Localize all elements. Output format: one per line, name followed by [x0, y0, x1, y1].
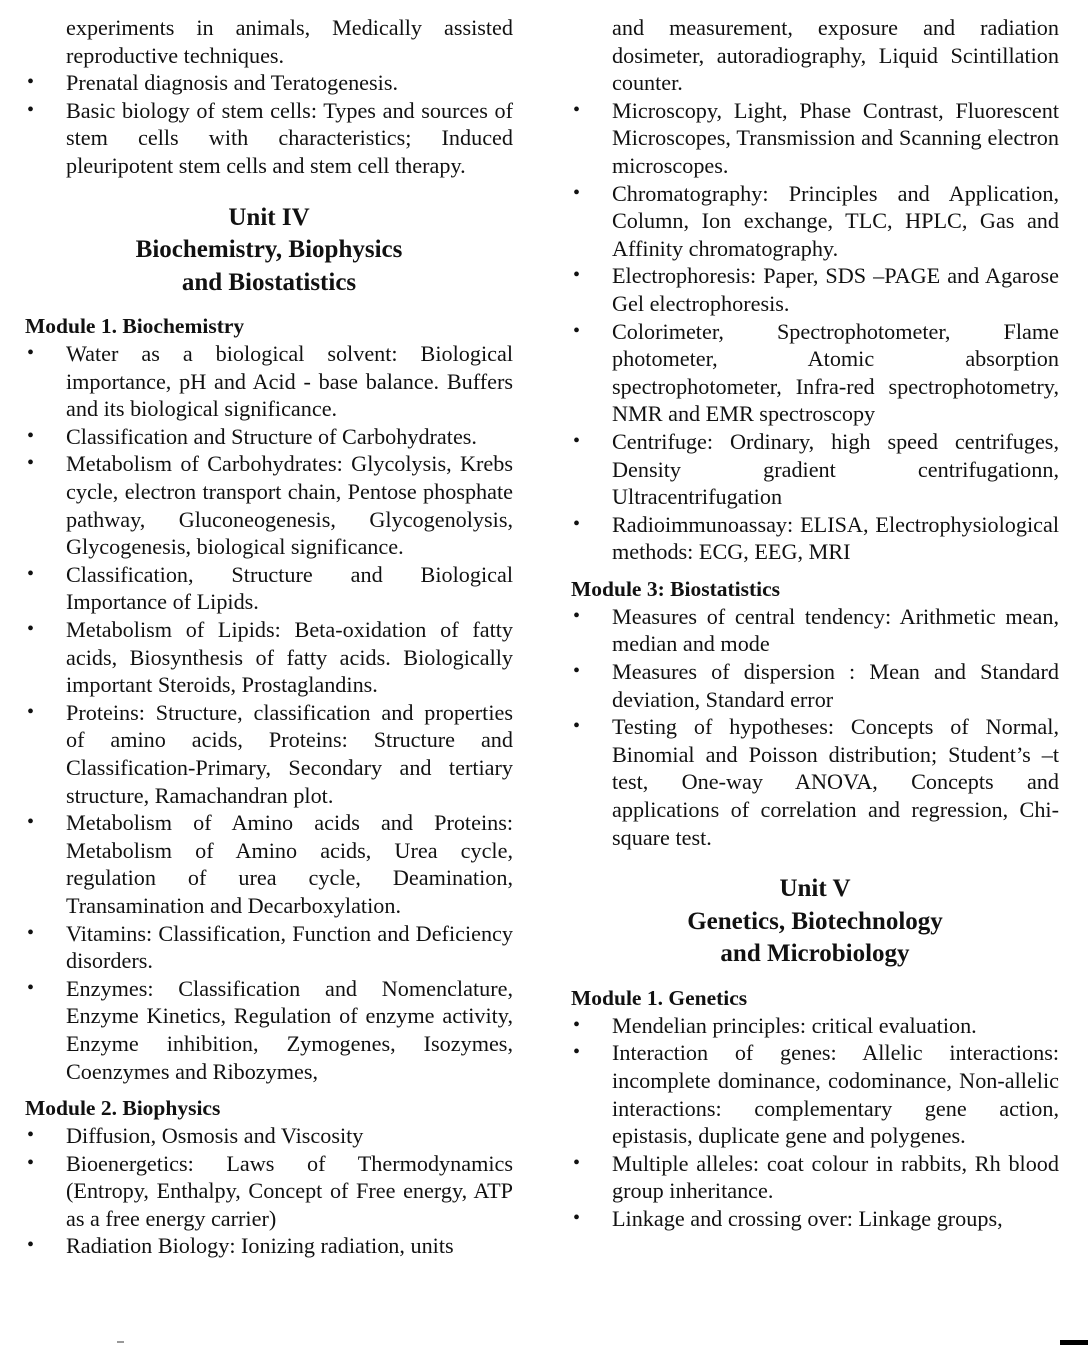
list-item: • Interaction of genes: Allelic interactions: incomplete dominance, codominance, Non-allelic interactions: complementary gene action, epistasis, duplicate gene and polygenes. [573, 1040, 1059, 1149]
list-item: • Basic biology of stem cells: Types and sources of stem cells with characteristics; Induced pleuripotent stem cells and stem cell therapy. [27, 97, 513, 178]
module-list [571, 14, 1059, 566]
module-heading: Module 1. Genetics [571, 985, 748, 1010]
unit-subtitle-line2: and Microbiology [720, 940, 910, 968]
list-item: • Mendelian principles: critical evaluation. [573, 1012, 977, 1038]
list-item: • Electrophoresis: Paper, SDS –PAGE and Agarose Gel electrophoresis. [573, 263, 1059, 316]
bullet-icon: • [573, 660, 581, 683]
module-biophysics-continued [571, 14, 1059, 566]
bullet-icon: • [27, 1124, 35, 1147]
list-item: • Colorimeter, Spectrophotometer, Flame photometer, Atomic absorption spectrophotometer, Infra-red spectrophotometry, NMR and EMR spectroscopy [573, 318, 1059, 427]
bullet-icon: • [27, 424, 35, 447]
list-item: • Bioenergetics: Laws of Thermodynamics (Entropy, Enthalpy, Concept of Free energy, ATP as a free energy carrier) [27, 1150, 513, 1231]
bullet-icon: • [27, 452, 35, 475]
list-item: • Enzymes: Classification and Nomenclature, Enzyme Kinetics, Regulation of enzyme activity, Enzyme inhibition, Zymogenes, Isozymes, Coenzymes and Ribozymes, [27, 975, 513, 1084]
bullet-icon: • [573, 181, 581, 204]
bullet-icon: • [27, 618, 35, 640]
module-genetics [571, 985, 1059, 1233]
unit-subtitle-line1: Biochemistry, Biophysics [135, 236, 403, 264]
bullet-icon: • [573, 604, 581, 627]
list-item: • Diffusion, Osmosis and Viscosity [27, 1123, 364, 1149]
list-item: • Measures of central tendency: Arithmetic mean, median and mode [573, 603, 1059, 657]
bullet-icon: • [27, 921, 35, 944]
bullet-icon: • [573, 1041, 581, 1064]
list-item: experiments in animals, Medically assisted reproductive techniques. [66, 15, 513, 68]
list-item: • Radiation Biology: Ionizing radiation, units [27, 1233, 454, 1259]
unit-v-heading [571, 873, 1059, 971]
list-item: • Water as a biological solvent: Biological importance, pH and Acid - base balance. Buffers and its biological significance. [27, 341, 513, 422]
bullet-icon: • [27, 976, 35, 999]
list-item: • Testing of hypotheses: Concepts of Normal, Binomial and Poisson distribution; Student’s –t test, One-way ANOVA, Concepts and applications of correlation and regression, Chi-square test. [573, 714, 1059, 850]
module-heading: Module 1. Biochemistry [25, 314, 245, 339]
list-item: • Metabolism of Lipids: Beta-oxidation of fatty acids, Biosynthesis of fatty acids. Biologically important Steroids, Prostaglandins. [27, 617, 513, 698]
bullet-icon: • [27, 700, 35, 723]
bullet-icon: • [573, 264, 581, 287]
list-item: • Classification, Structure and Biological Importance of Lipids. [27, 561, 513, 615]
bullet-icon: • [27, 562, 35, 585]
left-column [25, 14, 513, 1270]
list-item: • Prenatal diagnosis and Teratogenesis. [27, 70, 398, 96]
list-item: • Centrifuge: Ordinary, high speed centrifuges, Density gradient centrifugationn, Ultracentrifugation [573, 428, 1059, 510]
bullet-icon: • [27, 1151, 35, 1174]
bullet-icon: • [573, 98, 581, 121]
bullet-icon: • [573, 512, 581, 535]
list-item: • Linkage and crossing over: Linkage groups, [573, 1205, 1003, 1231]
bullet-icon: • [573, 1013, 581, 1036]
list-item: • Measures of dispersion : Mean and Standard deviation, Standard error [573, 659, 1059, 712]
module-heading: Module 2. Biophysics [25, 1096, 221, 1121]
module-list [571, 603, 1059, 851]
module-list [25, 1122, 513, 1260]
bullet-icon: • [27, 342, 35, 365]
intro-list [25, 14, 513, 180]
bullet-icon: • [27, 98, 35, 121]
list-item: • Metabolism of Carbohydrates: Glycolysis, Krebs cycle, electron transport chain, Pentose phosphate pathway, Gluconeogenesis, Glycogenolysis, Glycogenesis, biological significance. [27, 451, 513, 560]
bullet-icon: • [573, 429, 581, 452]
unit-iv-heading [25, 202, 513, 300]
unit-title: Unit V [779, 875, 851, 903]
bullet-icon: • [573, 319, 581, 342]
module-list [571, 1012, 1059, 1233]
module-heading: Module 3: Biostatistics [571, 576, 781, 601]
list-item: • Chromatography: Principles and Application, Column, Ion exchange, TLC, HPLC, Gas and Affinity chromatography. [573, 180, 1059, 261]
list-item: • Metabolism of Amino acids and Proteins: Metabolism of Amino acids, Urea cycle, regulation of urea cycle, Deamination, Transamination and Decarboxylation. [27, 810, 513, 918]
module-biostatistics [571, 576, 1059, 851]
list-item: • Multiple alleles: coat colour in rabbits, Rh blood group inheritance. [573, 1150, 1059, 1204]
bullet-icon: • [27, 1234, 35, 1257]
module-biochemistry [25, 313, 513, 1085]
right-column [571, 14, 1059, 1242]
bullet-icon: • [573, 1151, 581, 1174]
list-item: and measurement, exposure and radiation dosimeter, autoradiography, Liquid Scintillation counter. [612, 15, 1059, 96]
unit-subtitle-line2: and Biostatistics [181, 268, 357, 296]
unit-subtitle-line1: Genetics, Biotechnology [687, 907, 943, 935]
module-list [25, 340, 513, 1085]
page-edge-mark [1060, 1340, 1088, 1345]
list-item: • Classification and Structure of Carbohydrates. [27, 423, 477, 449]
list-item: • Microscopy, Light, Phase Contrast, Fluorescent Microscopes, Transmission and Scanning electron microscopes. [573, 97, 1059, 178]
module-biophysics [25, 1095, 513, 1260]
list-item: • Proteins: Structure, classification and properties of amino acids, Proteins: Structure and Classification-Primary, Secondary and tertiary structure, Ramachandran plot. [27, 699, 513, 808]
list-item: • Radioimmunoassay: ELISA, Electrophysiological methods: ECG, EEG, MRI [573, 511, 1059, 565]
bullet-icon: • [573, 715, 581, 738]
bullet-icon: • [27, 811, 35, 834]
scan-artifact [117, 1341, 124, 1343]
unit-title: Unit IV [228, 203, 310, 231]
list-item: • Vitamins: Classification, Function and Deficiency disorders. [27, 920, 513, 974]
bullet-icon: • [27, 71, 35, 94]
bullet-icon: • [573, 1206, 581, 1229]
